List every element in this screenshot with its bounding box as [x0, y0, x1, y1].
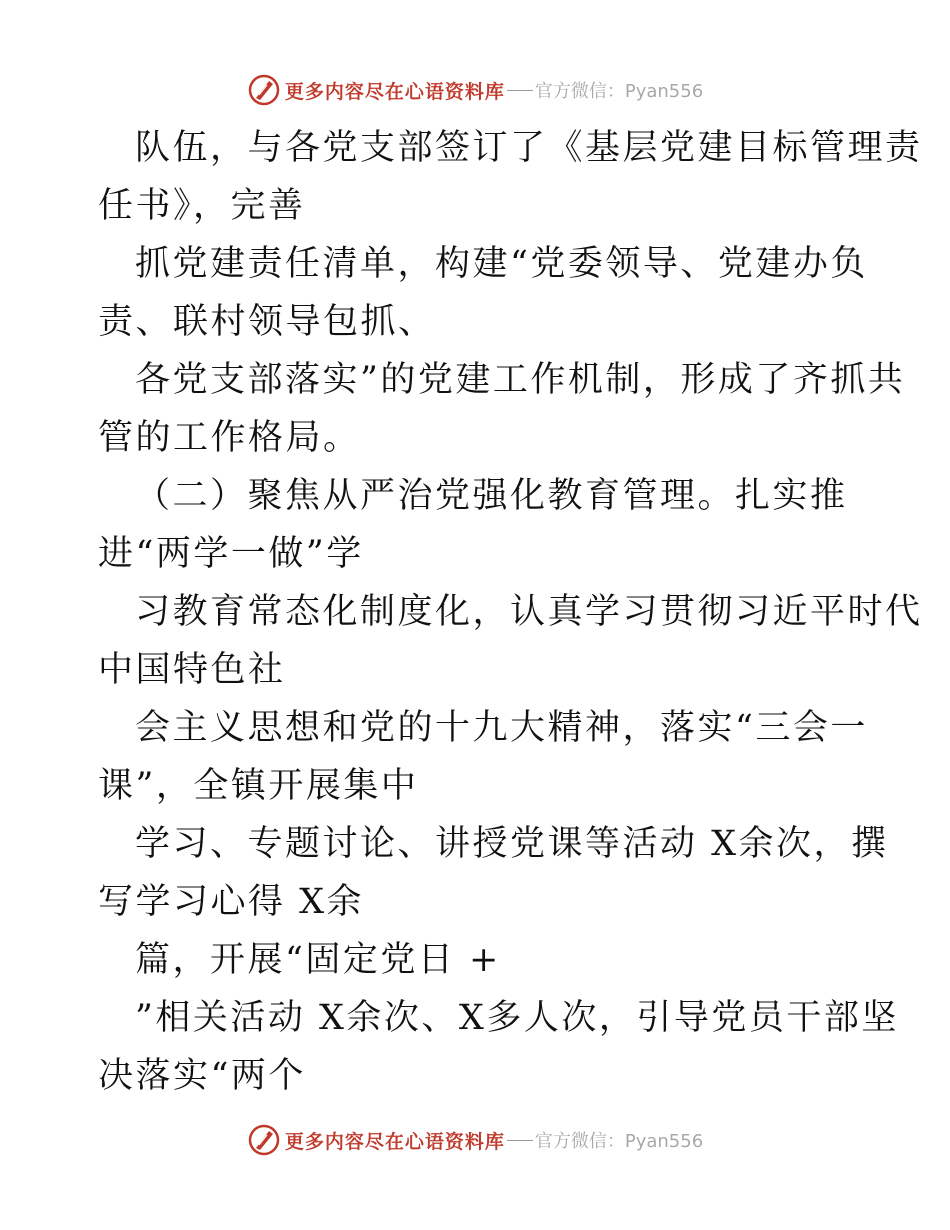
document-line: 各党支部落实”的党建工作机制，形成了齐抓共: [135, 360, 906, 400]
watermark-footer: [0, 1120, 950, 1160]
document-line: 抓党建责任清单，构建“党委领导、党建办负: [135, 244, 868, 284]
watermark-title: 更多内容尽在心语资料库: [284, 80, 505, 103]
document-line: 中国特色社: [98, 650, 286, 690]
document-line: 学习、专题讨论、讲授党课等活动 X余次，撰: [135, 824, 889, 864]
document-line: 队伍，与各党支部签订了《基层党建目标管理责: [135, 128, 923, 168]
document-line: 决落实“两个: [98, 1056, 306, 1096]
watermark-separator: [507, 1140, 533, 1141]
document-line: （二）聚焦从严治党强化教育管理。扎实推: [135, 476, 848, 516]
document-line: 进“两学一做”学: [98, 534, 364, 574]
document-line: 习教育常态化制度化，认真学习贯彻习近平时代: [135, 592, 923, 632]
feather-pen-logo-icon: [247, 1123, 281, 1157]
document-line: 管的工作格局。: [98, 418, 361, 458]
watermark-title: 更多内容尽在心语资料库: [284, 1130, 505, 1153]
watermark-separator: [507, 90, 533, 91]
document-line: 任书》，完善: [98, 186, 306, 226]
document-line: 篇，开展“固定党日 +: [135, 940, 501, 980]
feather-pen-logo-icon: [247, 73, 281, 107]
watermark-contact: 官方微信：Pyan556: [534, 81, 704, 102]
document-line: 责、联村领导包抓、: [98, 302, 436, 342]
document-line: 课”，全镇开展集中: [98, 766, 419, 806]
document-line: 会主义思想和党的十九大精神，落实“三会一: [135, 708, 868, 748]
document-line: ”相关活动 X余次、X多人次，引导党员干部坚: [135, 998, 899, 1038]
watermark-header: [0, 70, 950, 110]
document-line: 写学习心得 X余: [98, 882, 365, 922]
watermark-contact: 官方微信：Pyan556: [534, 1131, 704, 1152]
